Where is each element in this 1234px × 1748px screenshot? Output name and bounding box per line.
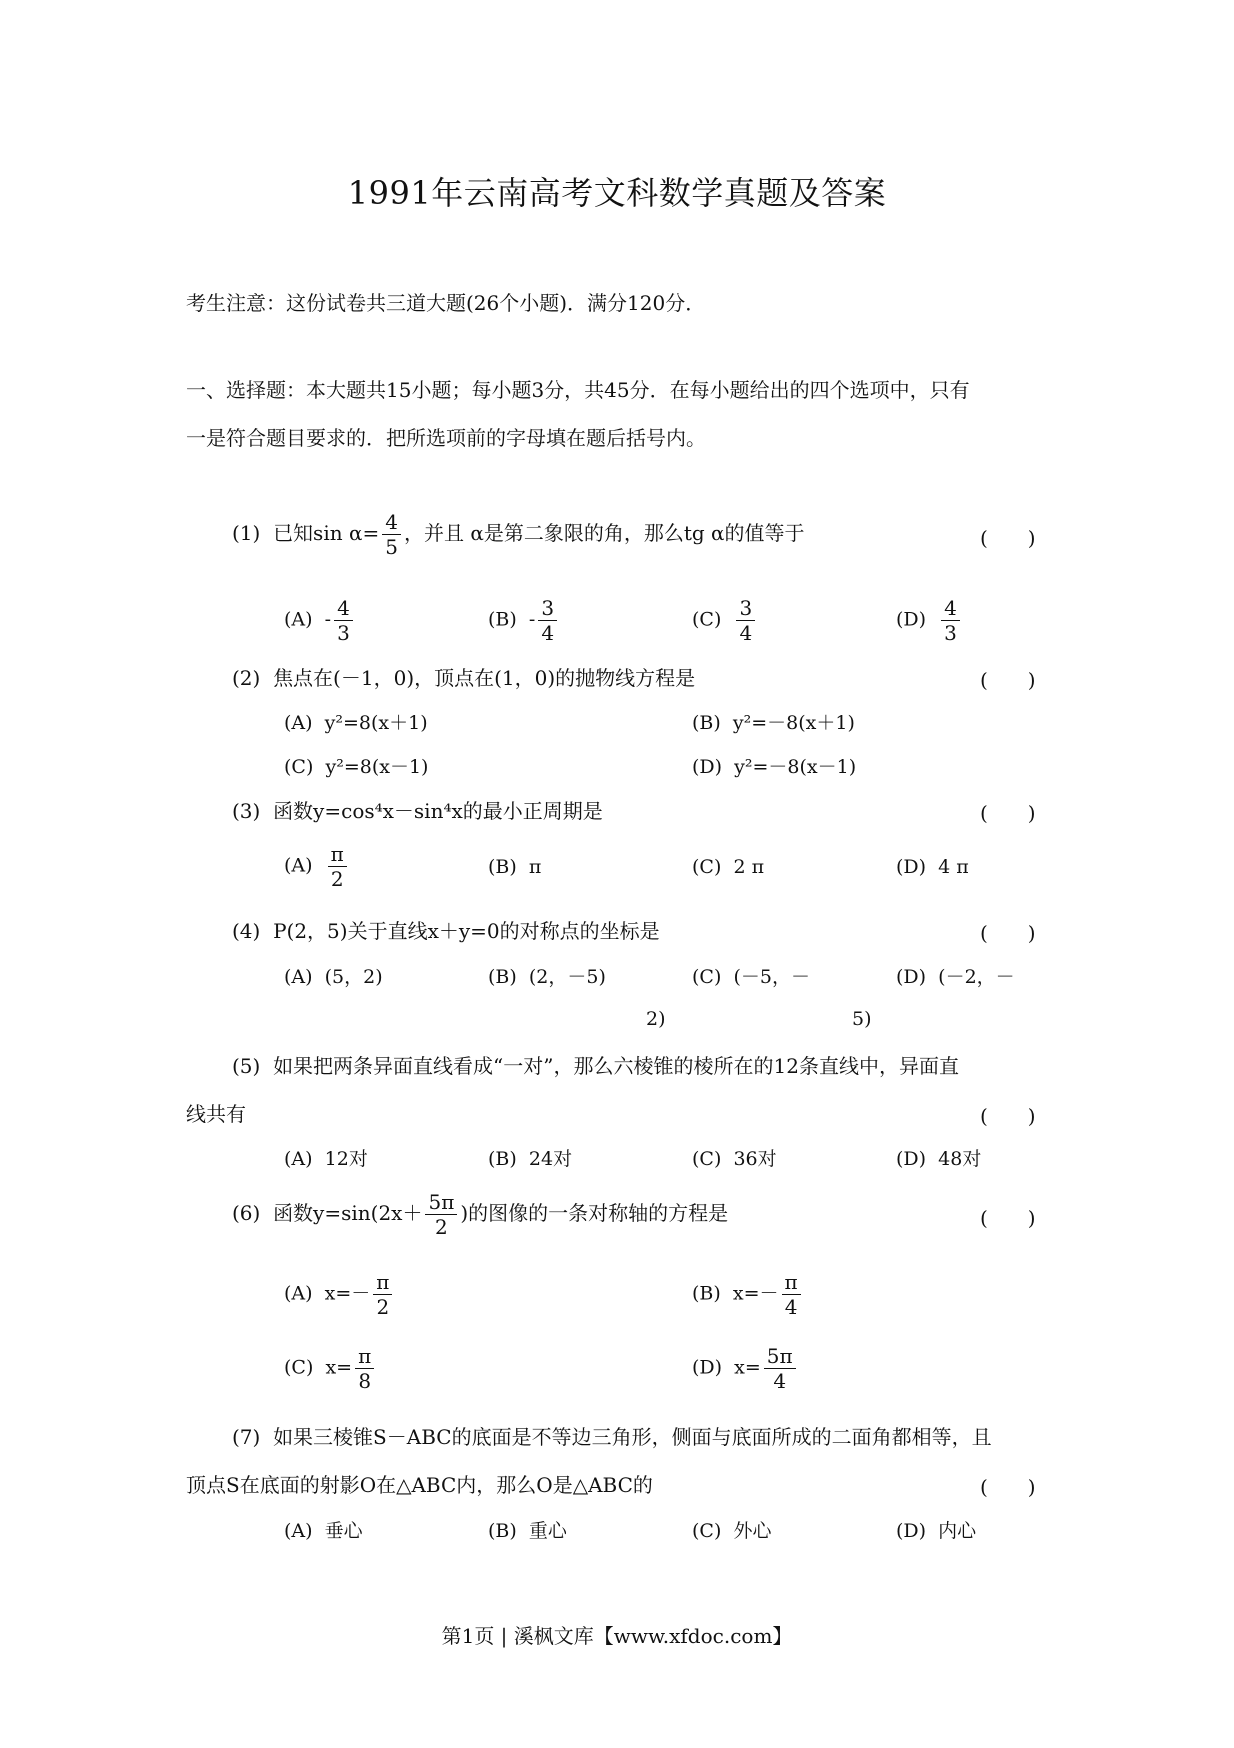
option-d: (D) x= $\frac{5\pi}{4}$: [692, 1344, 799, 1393]
answer-parentheses: ( ): [980, 801, 1036, 825]
exam-notice: 考生注意：这份试卷共三道大题(26个小题)．满分120分．: [186, 291, 706, 315]
option-b: (B) 重心: [488, 1520, 567, 1542]
answer-parentheses: ( ): [980, 1206, 1036, 1230]
option-d: (D) 48对: [896, 1148, 982, 1170]
option-d: (D) y²=－8(x－1): [692, 756, 857, 778]
question-number: (1): [232, 521, 261, 545]
option-d: (D) 内心: [896, 1520, 977, 1542]
option-b: (B) 24对: [488, 1148, 573, 1170]
question-4: (4) P(2，5)关于直线x＋y=0的对称点的坐标是: [232, 919, 660, 943]
answer-parentheses: ( ): [980, 526, 1036, 550]
answer-parentheses: ( ): [980, 1104, 1036, 1128]
option-c: (C) 36对: [692, 1148, 777, 1170]
question-2: (2) 焦点在(－1，0)，顶点在(1，0)的抛物线方程是: [232, 666, 696, 690]
option-c: (C) 2 π: [692, 856, 765, 878]
answer-parentheses: ( ): [980, 921, 1036, 945]
question-7-line2: 顶点S在底面的射影O在△ABC内，那么O是△ABC的: [186, 1473, 653, 1497]
question-text: ，并且 α是第二象限的角，那么tg α的值等于: [403, 521, 805, 545]
question-6: (6) 函数y=sin(2x＋ $\frac{5\pi}{2}$ )的图像的一条对称轴的方程是: [232, 1190, 729, 1239]
option-d: (D) (－2，－: [896, 966, 1015, 988]
question-3: (3) 函数y=cos⁴x－sin⁴x的最小正周期是: [232, 799, 603, 823]
option-c: (C) (－5，－: [692, 966, 810, 988]
question-5: (5) 如果把两条异面直线看成“一对”，那么六棱锥的棱所在的12条直线中，异面直: [232, 1054, 959, 1078]
option-a: (A) y²=8(x＋1): [284, 712, 428, 734]
option-d-wrap: 5): [852, 1008, 872, 1030]
question-text: 已知sin α=: [273, 521, 380, 545]
page-title: 1991年云南高考文科数学真题及答案: [347, 174, 887, 212]
section1-line1: 一、选择题：本大题共15小题；每小题3分，共45分．在每小题给出的四个选项中，只有: [186, 378, 970, 402]
option-a: (A) (5，2): [284, 966, 383, 988]
fraction: $\frac{4}{5}$: [382, 510, 401, 559]
option-c: (C) y²=8(x－1): [284, 756, 429, 778]
option-a: (A) x=－ $\frac{\pi}{2}$: [284, 1270, 395, 1319]
option-b: (B) y²=－8(x＋1): [692, 712, 855, 734]
question-7: (7) 如果三棱锥S－ABC的底面是不等边三角形，侧面与底面所成的二面角都相等，且: [232, 1425, 992, 1449]
option-b: (B) (2，－5): [488, 966, 606, 988]
option-c-wrap: 2): [646, 1008, 666, 1030]
option-c: (C) 外心: [692, 1520, 772, 1542]
option-a: (A) 12对: [284, 1148, 368, 1170]
option-b: (B) - $\frac{3}{4}$: [488, 596, 560, 645]
question-5-line2: 线共有: [186, 1102, 246, 1126]
page-footer: 第1页 | 溪枫文库【www.xfdoc.com】: [441, 1624, 793, 1648]
option-c: (C) x= $\frac{\pi}{8}$: [284, 1344, 377, 1393]
option-d: (D) $\frac{4}{3}$: [896, 596, 963, 645]
answer-parentheses: ( ): [980, 1475, 1036, 1499]
option-a: (A) 垂心: [284, 1520, 363, 1542]
option-b: (B) x=－ $\frac{\pi}{4}$: [692, 1270, 804, 1319]
option-b: (B) π: [488, 856, 542, 878]
answer-parentheses: ( ): [980, 668, 1036, 692]
option-a: (A) - $\frac{4}{3}$: [284, 596, 356, 645]
option-d: (D) 4 π: [896, 856, 969, 878]
question-1: [232, 510, 805, 559]
option-a: (A) $\frac{\pi}{2}$: [284, 842, 350, 891]
section1-line2: 一是符合题目要求的．把所选项前的字母填在题后括号内。: [186, 426, 706, 450]
option-c: (C) $\frac{3}{4}$: [692, 596, 758, 645]
